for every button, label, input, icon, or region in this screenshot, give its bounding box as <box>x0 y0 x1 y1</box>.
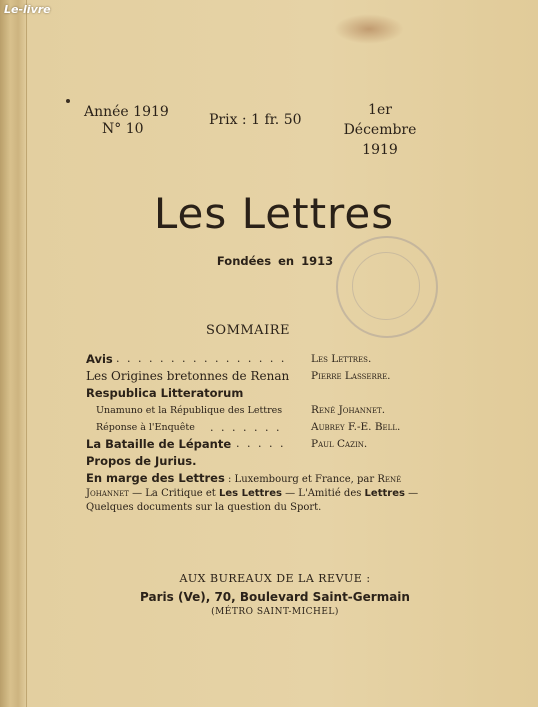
toc-entry: Avis <box>86 352 113 366</box>
toc-row <box>86 437 436 454</box>
marge-text: — La Critique et <box>128 488 219 499</box>
marge-bold: Lettres <box>364 488 405 499</box>
marge-text: — Quelques documents sur la question du Sport. <box>86 488 419 513</box>
toc-leader: . . . . . <box>236 437 286 450</box>
toc-row <box>86 403 436 420</box>
issue-date <box>334 100 426 160</box>
sommaire-heading: SOMMAIRE <box>206 323 290 338</box>
toc-leader: . . . . . . . <box>210 421 282 434</box>
marge-lead: En marge des Lettres <box>86 471 225 485</box>
toc-author: Pierre Lasserre. <box>311 370 391 382</box>
founded-line: Fondées en 1913 <box>216 254 334 268</box>
bullet-mark <box>66 99 70 103</box>
toc-entry: Propos de Jurius. <box>86 454 197 468</box>
publisher-metro: (MÉTRO SAINT-MICHEL) <box>211 607 339 617</box>
marge-text: — L'Amitié des <box>281 488 365 499</box>
marge-bold: Les Lettres <box>218 488 282 499</box>
marge-section <box>86 471 428 515</box>
toc-author: Les Lettres. <box>311 353 372 365</box>
toc-row <box>86 369 436 386</box>
toc-row <box>86 420 436 437</box>
magazine-title: Les Lettres <box>153 189 395 238</box>
toc-entry: La Bataille de Lépante <box>86 437 232 451</box>
toc-leader: . . . . . . . . . . . . . . . . <box>116 352 287 365</box>
toc-row <box>86 386 436 403</box>
table-of-contents <box>86 352 436 471</box>
toc-row <box>86 454 436 471</box>
publisher-address: Paris (Ve), 70, Boulevard Saint-Germain <box>140 590 410 604</box>
issue-date-line2: 1919 <box>362 142 398 158</box>
issue-price: Prix : 1 fr. 50 <box>209 112 302 128</box>
toc-row <box>86 352 436 369</box>
toc-entry: Réponse à l'Enquête <box>96 422 195 433</box>
publisher-line1: AUX BUREAUX DE LA REVUE : <box>179 572 371 585</box>
issue-info <box>84 104 169 138</box>
marge-author: René Johannet <box>86 474 402 499</box>
issue-date-line1: 1er Décembre <box>343 102 417 138</box>
stain <box>334 14 404 44</box>
toc-entry: Respublica Litteratorum <box>86 386 244 400</box>
toc-entry: Unamuno et la République des Lettres <box>96 405 283 416</box>
toc-author: Aubrey F.-E. Bell. <box>311 421 401 433</box>
publisher-block <box>0 572 538 617</box>
marge-text: : Luxembourg et France, par <box>224 474 378 485</box>
issue-year: Année 1919 <box>84 104 169 120</box>
toc-entry: Les Origines bretonnes de Renan <box>86 369 290 383</box>
watermark: Le-livre <box>4 3 51 16</box>
toc-author: René Johannet. <box>311 404 386 416</box>
toc-author: Paul Cazin. <box>311 438 368 450</box>
issue-number: N° 10 <box>102 121 144 137</box>
